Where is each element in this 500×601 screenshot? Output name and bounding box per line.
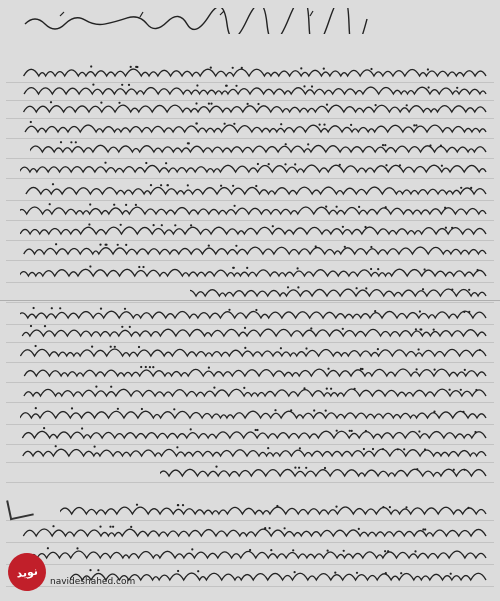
- handwriting-strokes: [20, 522, 490, 546]
- watermark-site: navideshahed.com: [50, 577, 136, 587]
- handwriting-line: [190, 282, 490, 306]
- handwriting-line: [60, 500, 490, 524]
- margin-mark: [6, 496, 34, 521]
- handwriting-strokes: [20, 382, 490, 406]
- handwriting-strokes: [190, 282, 490, 306]
- watermark-logo: نوید: [6, 551, 49, 594]
- handwriting-strokes: [20, 158, 490, 182]
- handwriting-line: [20, 382, 490, 406]
- handwriting-strokes: [60, 500, 490, 524]
- handwriting-strokes: [20, 544, 490, 568]
- paper-fold: [0, 300, 500, 301]
- header-handwriting: [20, 8, 390, 34]
- handwriting-line: [20, 544, 490, 568]
- handwriting-strokes: [20, 240, 490, 264]
- handwriting-line: [20, 522, 490, 546]
- handwriting-line: [20, 158, 490, 182]
- handwriting-strokes: [160, 462, 490, 486]
- handwriting-line: [160, 462, 490, 486]
- header-verse: [20, 8, 390, 34]
- handwriting-line: [20, 240, 490, 264]
